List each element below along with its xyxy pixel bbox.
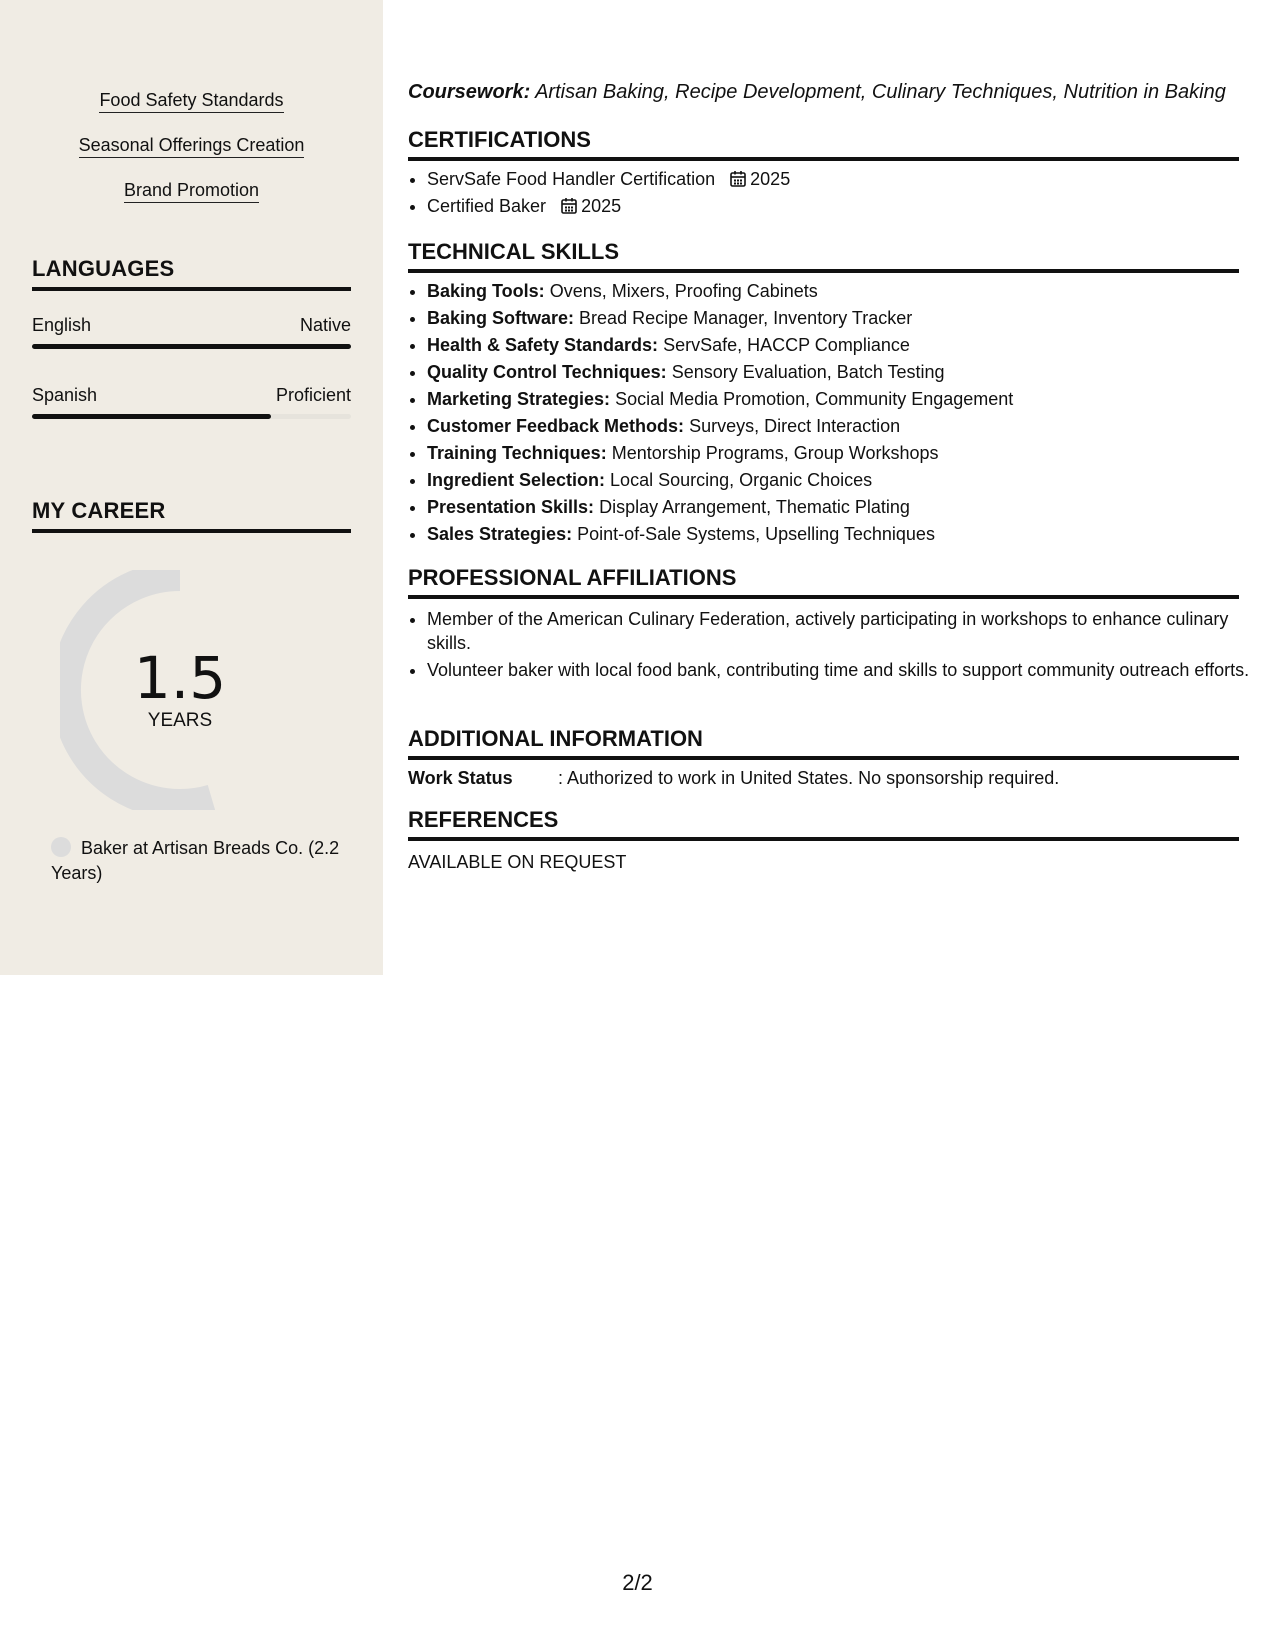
coursework xyxy=(408,79,1239,105)
skill-label: Presentation Skills: xyxy=(427,497,595,517)
language-row xyxy=(32,384,351,406)
skill-value: Mentorship Programs, Group Workshops xyxy=(611,443,939,463)
language-bar-fill xyxy=(32,414,271,419)
language-bar xyxy=(32,344,351,349)
work-status-label: Work Status xyxy=(408,768,513,788)
skill-label: Health & Safety Standards: xyxy=(427,335,659,355)
list-item xyxy=(427,305,1258,332)
list-item xyxy=(427,440,1258,467)
skill-label: Quality Control Techniques: xyxy=(427,362,667,382)
certification-year: 2025 xyxy=(581,196,622,216)
coursework-text: Artisan Baking, Recipe Development, Culinary Techniques, Nutrition in Baking xyxy=(535,81,1226,103)
affiliations-list xyxy=(408,607,1258,685)
list-item xyxy=(427,193,1258,220)
skill-label: Customer Feedback Methods: xyxy=(427,416,685,436)
career-entry-text: Baker at Artisan Breads Co. (2.2 Years) xyxy=(51,838,340,883)
certification-name: ServSafe Food Handler Certification xyxy=(427,169,716,189)
skill-value: Point-of-Sale Systems, Upselling Techniques xyxy=(577,524,935,544)
list-item xyxy=(427,413,1258,440)
skill-value: Display Arrangement, Thematic Plating xyxy=(599,497,910,517)
language-bar-fill xyxy=(32,344,351,349)
skill-value: Local Sourcing, Organic Choices xyxy=(610,470,873,490)
skill-label: Ingredient Selection: xyxy=(427,470,606,490)
list-item xyxy=(427,166,1258,193)
list-item: • Volunteer baker with local food bank, contributing time and skills to support community outreach efforts. xyxy=(427,658,1258,682)
skill-value: Ovens, Mixers, Proofing Cabinets xyxy=(549,281,818,301)
career-heading: MY CAREER xyxy=(32,498,351,533)
language-level: Proficient xyxy=(275,385,351,405)
career-dot-icon xyxy=(51,837,71,857)
skill-value: ServSafe, HACCP Compliance xyxy=(663,335,910,355)
skill-tag-label: Seasonal Offerings Creation xyxy=(79,135,305,158)
languages-heading: LANGUAGES xyxy=(32,256,351,291)
certifications-heading: CERTIFICATIONS xyxy=(408,127,1239,161)
skill-label: Sales Strategies: xyxy=(427,524,573,544)
list-item xyxy=(427,467,1258,494)
skill-label: Training Techniques: xyxy=(427,443,607,463)
list-item xyxy=(427,521,1258,548)
skill-label: Marketing Strategies: xyxy=(427,389,611,409)
additional-info-heading: ADDITIONAL INFORMATION xyxy=(408,726,1239,760)
list-item xyxy=(427,359,1258,386)
skill-tag-label: Food Safety Standards xyxy=(99,90,283,113)
language-name: Spanish xyxy=(32,385,98,405)
list-item xyxy=(427,278,1258,305)
page-number: 2/2 xyxy=(622,1570,653,1595)
skill-tag xyxy=(0,89,383,111)
certification-name: Certified Baker xyxy=(427,196,547,216)
career-entry xyxy=(51,836,351,886)
work-status-value: : Authorized to work in United States. No sponsorship required. xyxy=(558,768,1060,788)
references-heading: REFERENCES xyxy=(408,807,1239,841)
skill-tag xyxy=(0,179,383,201)
language-level: Native xyxy=(299,315,351,335)
list-item xyxy=(427,494,1258,521)
skill-label: Baking Software: xyxy=(427,308,575,328)
references-text: AVAILABLE ON REQUEST xyxy=(408,852,627,872)
career-total-years: 1.5 xyxy=(133,644,227,712)
skill-label: Baking Tools: xyxy=(427,281,545,301)
language-bar xyxy=(32,414,351,419)
skill-value: Surveys, Direct Interaction xyxy=(689,416,901,436)
skill-value: Social Media Promotion, Community Engagement xyxy=(615,389,1014,409)
work-status-row xyxy=(408,766,1239,790)
skill-tag xyxy=(0,134,383,156)
list-item xyxy=(427,332,1258,359)
certifications-list xyxy=(408,166,1258,220)
calendar-icon xyxy=(730,170,746,187)
language-name: English xyxy=(32,315,92,335)
language-row xyxy=(32,314,351,336)
skill-value: Sensory Evaluation, Batch Testing xyxy=(671,362,945,382)
technical-skills-list xyxy=(408,278,1258,548)
career-unit: YEARS xyxy=(147,710,213,731)
coursework-label: Coursework: xyxy=(408,81,531,103)
calendar-icon xyxy=(561,197,577,214)
list-item: • Member of the American Culinary Federation, actively participating in workshops to enhance culinary skills. xyxy=(427,607,1258,655)
affiliations-heading: PROFESSIONAL AFFILIATIONS xyxy=(408,565,1239,599)
list-item xyxy=(427,386,1258,413)
certification-year: 2025 xyxy=(750,169,791,189)
technical-skills-heading: TECHNICAL SKILLS xyxy=(408,239,1239,273)
skill-tag-label: Brand Promotion xyxy=(124,180,259,203)
skill-value: Bread Recipe Manager, Inventory Tracker xyxy=(579,308,913,328)
